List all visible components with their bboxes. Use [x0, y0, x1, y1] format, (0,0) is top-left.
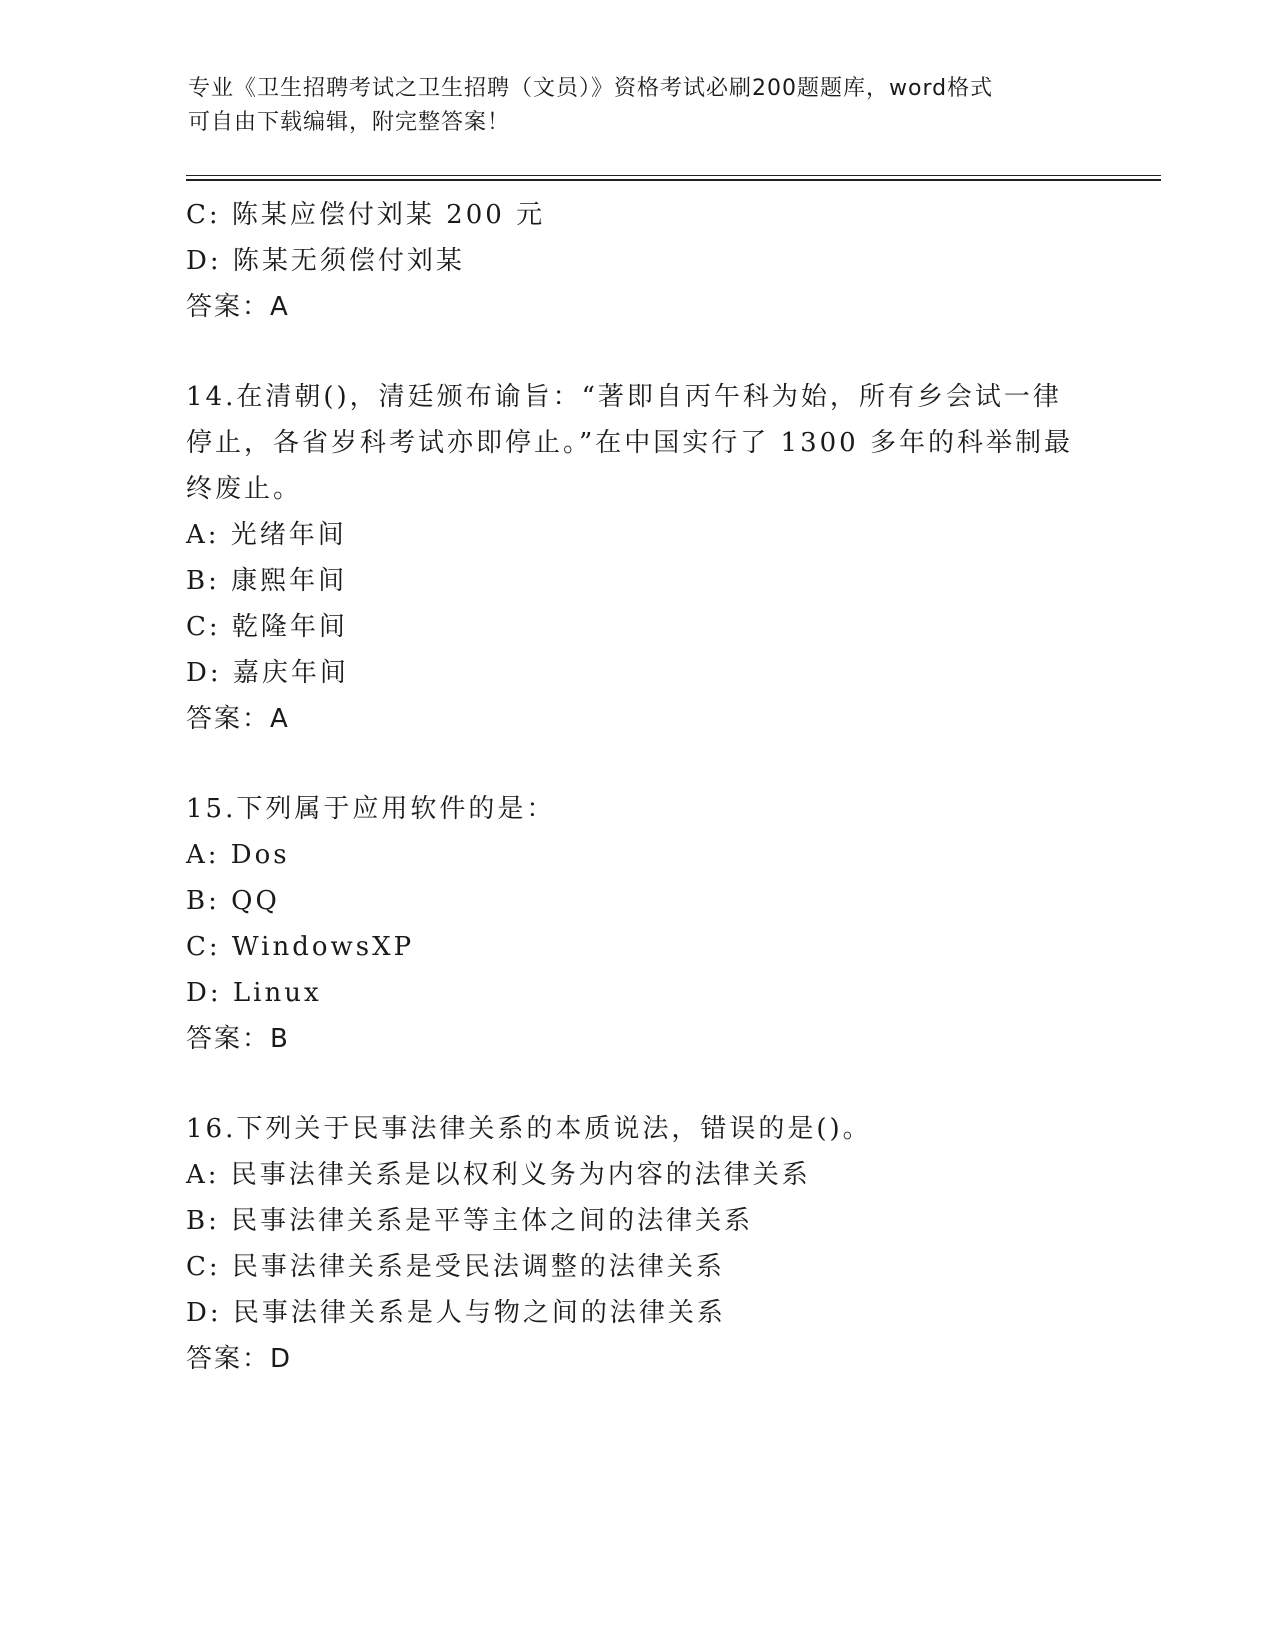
spacer — [186, 742, 1086, 786]
option-d: D: 陈某无须偿付刘某 — [186, 246, 465, 276]
prev-question-block — [186, 192, 1086, 330]
option-a: A: 光绪年间 — [186, 520, 347, 550]
question-text-line: 15.下列属于应用软件的是： — [186, 794, 556, 824]
option-d: D: Linux — [186, 978, 322, 1008]
option-c: C: 乾隆年间 — [186, 612, 348, 642]
option-b: B: 民事法律关系是平等主体之间的法律关系 — [186, 1206, 754, 1236]
spacer — [186, 1062, 1086, 1106]
option-b: B: 康熙年间 — [186, 566, 348, 596]
question-text — [186, 786, 1086, 832]
question-text-line: 终废止。 — [186, 474, 303, 504]
answer-line: 答案：A — [186, 704, 290, 734]
answer-line: 答案：B — [186, 1024, 290, 1054]
question-text — [186, 374, 1086, 512]
option-d: D: 民事法律关系是人与物之间的法律关系 — [186, 1298, 726, 1328]
document-header — [188, 72, 1088, 140]
question-text-line: 16.下列关于民事法律关系的本质说法，错误的是()。 — [186, 1114, 872, 1144]
header-line-1: 专业《卫生招聘考试之卫生招聘（文员）》资格考试必刷200题题库，word格式 — [188, 76, 994, 101]
spacer — [186, 330, 1086, 374]
question-text — [186, 1106, 1086, 1152]
option-c: C: 陈某应偿付刘某 200 元 — [186, 200, 546, 230]
answer-line: 答案：A — [186, 292, 290, 322]
header-line-2: 可自由下载编辑，附完整答案！ — [188, 110, 511, 135]
option-d: D: 嘉庆年间 — [186, 658, 349, 688]
option-c: C: 民事法律关系是受民法调整的法律关系 — [186, 1252, 725, 1282]
option-c: C: WindowsXP — [186, 932, 415, 962]
answer-line: 答案：D — [186, 1344, 293, 1374]
option-a: A: 民事法律关系是以权利义务为内容的法律关系 — [186, 1160, 811, 1190]
option-a: A: Dos — [186, 840, 290, 870]
header-rule-thin — [186, 175, 1161, 176]
question-15 — [186, 786, 1086, 1062]
question-text-line: 停止，各省岁科考试亦即停止。”在中国实行了 1300 多年的科举制最 — [186, 428, 1073, 458]
question-content — [186, 192, 1086, 1382]
question-14 — [186, 374, 1086, 742]
question-16 — [186, 1106, 1086, 1382]
option-b: B: QQ — [186, 886, 280, 916]
question-text-line: 14.在清朝()，清廷颁布谕旨：“著即自丙午科为始，所有乡会试一律 — [186, 382, 1062, 412]
header-rule-thick — [186, 179, 1161, 181]
